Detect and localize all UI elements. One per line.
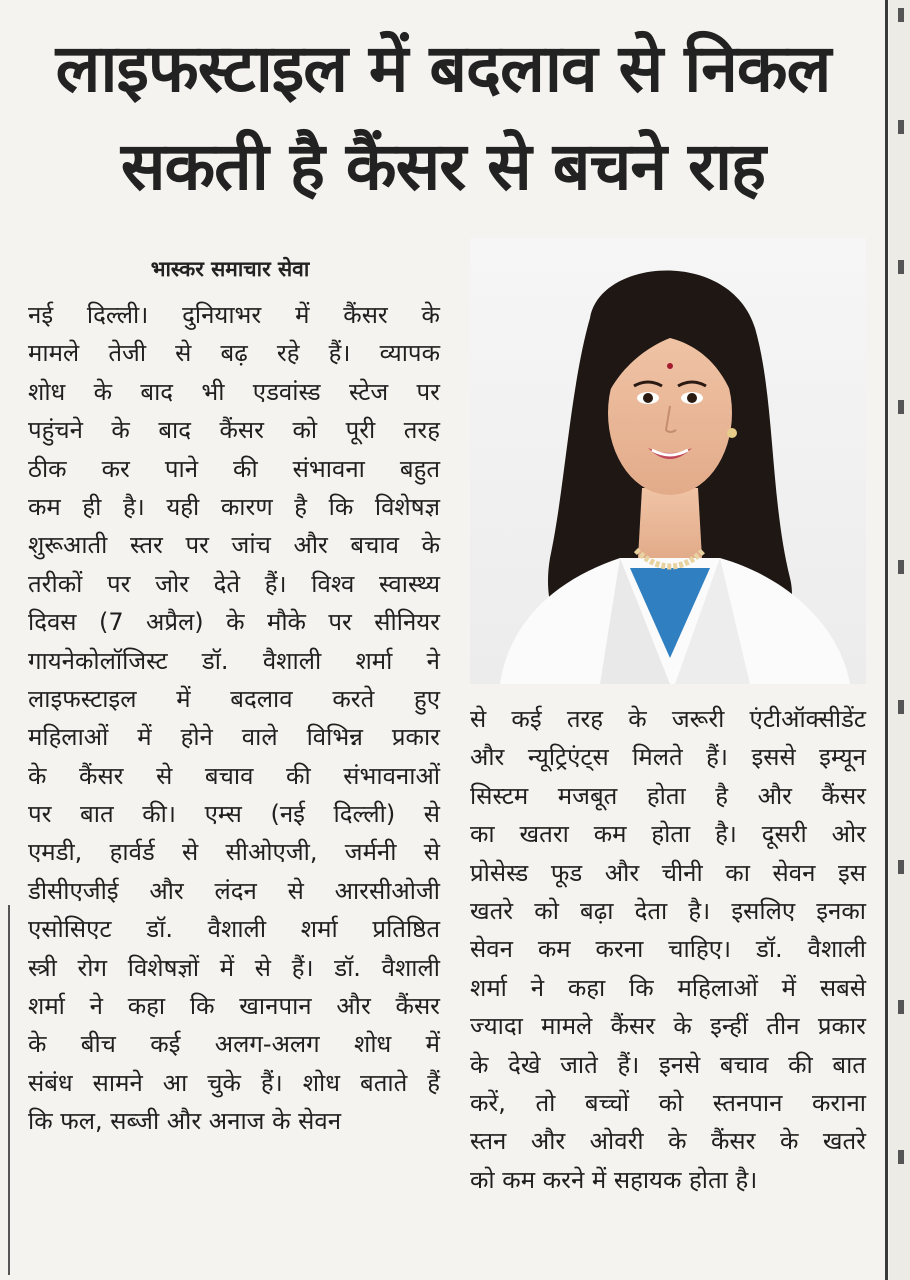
text-line: तरीकों पर जोर देते हैं। विश्व स्वास्थ्य (28, 569, 440, 598)
text-line: को कम करने में सहायक होता है। (470, 1165, 758, 1194)
text-line: शुरूआती स्तर पर जांच और बचाव के (28, 531, 440, 560)
text-line: दिवस (7 अप्रैल) के मौके पर सीनियर (28, 608, 440, 637)
column-rule-left (8, 905, 10, 1275)
text-line: संबंध सामने आ चुके हैं। शोध बताते हैं (28, 1068, 440, 1097)
text-line: कम ही है। यही कारण है कि विशेषज्ञ (28, 492, 440, 521)
portrait-illustration (470, 238, 866, 684)
text-line: प्रोसेस्ड फूड और चीनी का सेवन इस (470, 858, 866, 887)
text-line: पहुंचने के बाद कैंसर को पूरी तरह (28, 416, 440, 445)
headline-line-2: सकती है कैंसर से बचने राह (120, 128, 766, 205)
text-line: के कैंसर से बचाव की संभावनाओं (28, 761, 440, 790)
text-line: महिलाओं में होने वाले विभिन्न प्रकार (28, 723, 440, 752)
left-column (28, 296, 440, 1141)
text-line: एमडी, हार्वर्ड से सीओएजी, जर्मनी से (28, 838, 440, 867)
edge-mark (898, 8, 904, 22)
edge-mark (898, 700, 904, 714)
text-line: शर्मा ने कहा कि महिलाओं में सबसे (470, 973, 866, 1002)
text-line: स्तन और ओवरी के कैंसर के खतरे (470, 1127, 866, 1156)
text-line: सिस्टम मजबूत होता है और कैंसर (470, 781, 866, 810)
doctor-photo (470, 238, 866, 684)
text-line: गायनेकोलॉजिस्ट डॉ. वैशाली शर्मा ने (28, 646, 440, 675)
text-line: शोध के बाद भी एडवांस्ड स्टेज पर (28, 377, 440, 406)
right-column (470, 700, 866, 1199)
headline (8, 20, 878, 216)
edge-mark (898, 1000, 904, 1014)
text-line: और न्यूट्रिएंट्स मिलते हैं। इससे इम्यून (470, 743, 866, 772)
text-line: शर्मा ने कहा कि खानपान और कैंसर (28, 992, 440, 1021)
edge-mark (898, 560, 904, 574)
text-line: पर बात की। एम्स (नई दिल्ली) से (28, 800, 440, 829)
text-line: मामले तेजी से बढ़ रहे हैं। व्यापक (28, 339, 440, 368)
text-line: से कई तरह के जरूरी एंटीऑक्सीडेंट (470, 705, 866, 733)
text-line: सेवन कम करना चाहिए। डॉ. वैशाली (470, 935, 866, 964)
text-line: कि फल, सब्जी और अनाज के सेवन (28, 1107, 342, 1136)
text-line: स्त्री रोग विशेषज्ञों में से हैं। डॉ. वैशाली (28, 953, 440, 982)
text-line: के बीच कई अलग-अलग शोध में (28, 1030, 440, 1059)
text-line: का खतरा कम होता है। दूसरी ओर (470, 820, 866, 849)
edge-mark (898, 120, 904, 134)
text-line: ठीक कर पाने की संभावना बहुत (28, 454, 440, 483)
page-divider (885, 0, 888, 1280)
text-line: के देखे जाते हैं। इनसे बचाव की बात (470, 1050, 866, 1079)
headline-line-1: लाइफस्टाइल में बदलाव से निकल (55, 30, 831, 107)
edge-mark (898, 400, 904, 414)
text-line: करें, तो बच्चों को स्तनपान कराना (470, 1088, 866, 1117)
text-line: ज्यादा मामले कैंसर के इन्हीं तीन प्रकार (470, 1012, 866, 1041)
byline: भास्कर समाचार सेवा (150, 257, 310, 281)
edge-mark (898, 1150, 904, 1164)
adjacent-page-edge (889, 0, 910, 1280)
edge-mark (898, 260, 904, 274)
text-line: खतरे को बढ़ा देता है। इसलिए इनका (470, 896, 866, 925)
text-line: लाइफस्टाइल में बदलाव करते हुए (28, 684, 440, 713)
text-line: एसोसिएट डॉ. वैशाली शर्मा प्रतिष्ठित (28, 915, 440, 944)
text-line: नई दिल्ली। दुनियाभर में कैंसर के (28, 301, 440, 329)
edge-mark (898, 860, 904, 874)
text-line: डीसीएजीई और लंदन से आरसीओजी (28, 876, 440, 905)
